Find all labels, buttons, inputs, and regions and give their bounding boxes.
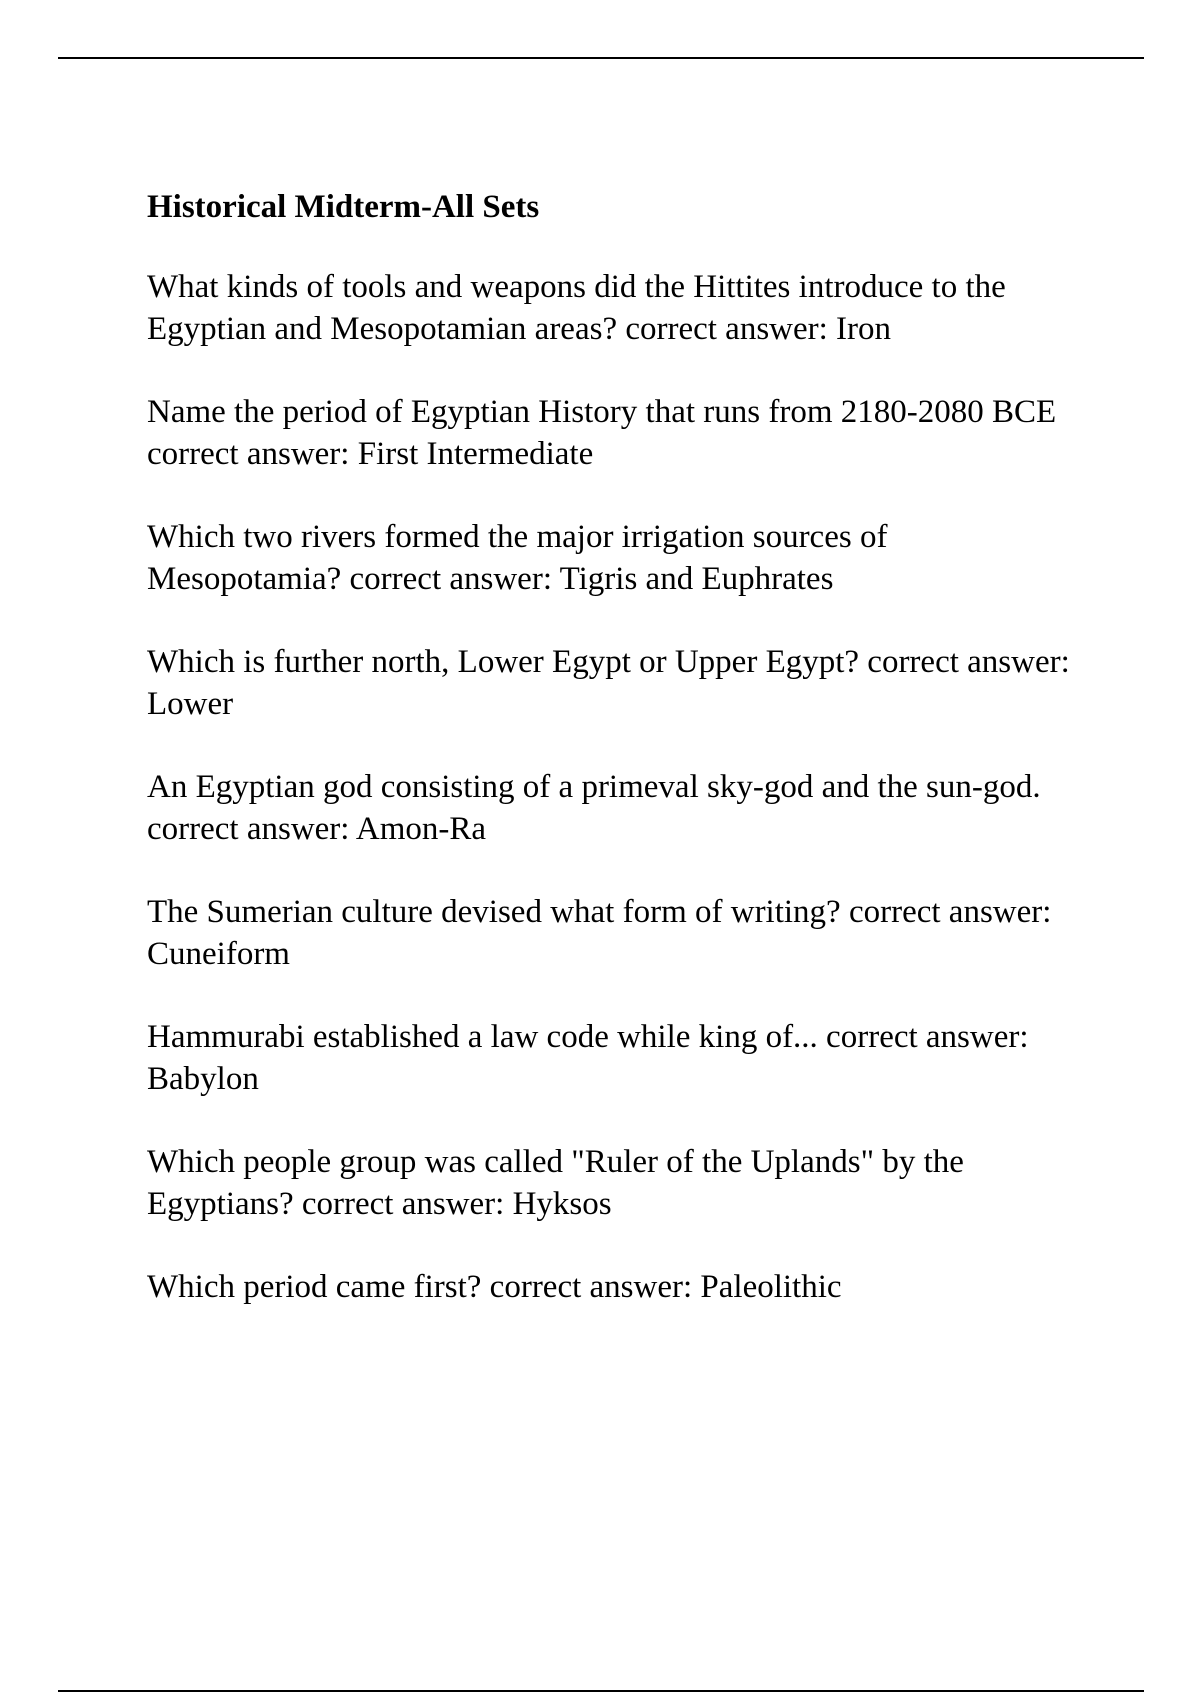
qa-item: Which is further north, Lower Egypt or Upper Egypt? correct answer: Lower bbox=[147, 644, 1070, 722]
qa-item: Which two rivers formed the major irrigation sources of Mesopotamia? correct answer: Tigris and Euphrates bbox=[147, 519, 888, 597]
qa-item: The Sumerian culture devised what form of writing? correct answer: Cuneiform bbox=[147, 894, 1052, 972]
header-rule bbox=[58, 57, 1144, 59]
qa-item: Name the period of Egyptian History that runs from 2180-2080 BCE correct answer: First Intermediate bbox=[147, 394, 1057, 472]
document-title: Historical Midterm-All Sets bbox=[147, 189, 540, 225]
qa-item: What kinds of tools and weapons did the Hittites introduce to the Egyptian and Mesopotamian areas? correct answer: Iron bbox=[147, 269, 1006, 347]
footer-rule bbox=[58, 1690, 1144, 1692]
document-body bbox=[147, 186, 1087, 1349]
qa-item: An Egyptian god consisting of a primeval sky-god and the sun-god. correct answer: Amon-Ra bbox=[147, 769, 1041, 847]
qa-item: Which people group was called "Ruler of the Uplands" by the Egyptians? correct answer: Hyksos bbox=[147, 1144, 964, 1222]
qa-item: Which period came first? correct answer: Paleolithic bbox=[147, 1269, 842, 1305]
qa-item: Hammurabi established a law code while king of... correct answer: Babylon bbox=[147, 1019, 1029, 1097]
